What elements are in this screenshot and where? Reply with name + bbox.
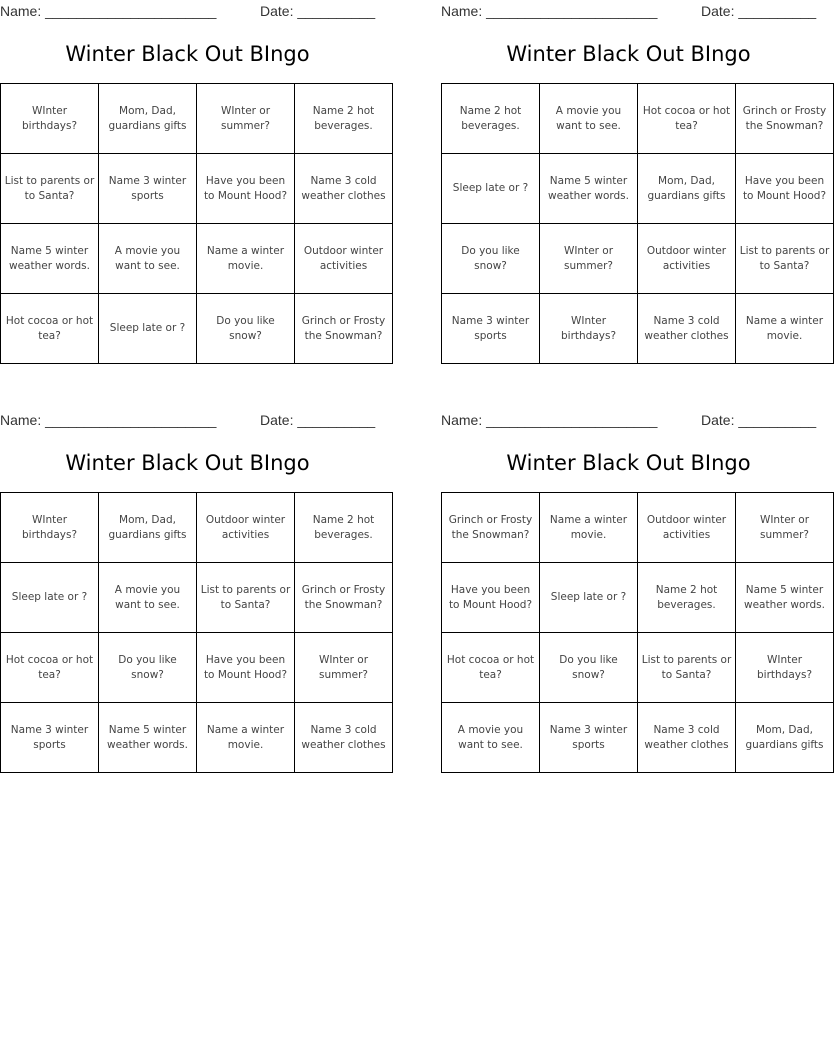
name-date-line (441, 412, 816, 430)
name-field-label: Name: ______________________ (0, 412, 217, 428)
bingo-card-3 (0, 409, 386, 774)
grid-row (442, 703, 834, 773)
bingo-cell: WInter birthdays? (1, 493, 99, 563)
name-date-line (0, 412, 375, 430)
bingo-cell: Sleep late or ? (1, 563, 99, 633)
grid-row (1, 224, 393, 294)
bingo-cell: Name 3 cold weather clothes (638, 703, 736, 773)
grid-row (1, 84, 393, 154)
grid-row (442, 493, 834, 563)
bingo-cell: Outdoor winter activities (638, 493, 736, 563)
bingo-cell: Have you been to Mount Hood? (442, 563, 540, 633)
bingo-cell: Name a winter movie. (736, 294, 834, 364)
bingo-cell: Name a winter movie. (540, 493, 638, 563)
bingo-cell: Name 5 winter weather words. (540, 154, 638, 224)
bingo-cell: Name 2 hot beverages. (442, 84, 540, 154)
bingo-cell: Hot cocoa or hot tea? (1, 633, 99, 703)
bingo-grid (441, 492, 834, 773)
grid-row (442, 154, 834, 224)
grid-row (1, 633, 393, 703)
card-title: Winter Black Out BIngo (506, 42, 751, 66)
grid-row (1, 563, 393, 633)
grid-row (442, 633, 834, 703)
bingo-cell: WInter birthdays? (736, 633, 834, 703)
bingo-grid (0, 492, 393, 773)
grid-row (442, 224, 834, 294)
bingo-cell: Name 3 winter sports (540, 703, 638, 773)
bingo-cell: Do you like snow? (442, 224, 540, 294)
bingo-cell: A movie you want to see. (442, 703, 540, 773)
bingo-cell: Do you like snow? (99, 633, 197, 703)
bingo-cell: Name 5 winter weather words. (736, 563, 834, 633)
bingo-card-1 (0, 0, 386, 365)
bingo-cell: List to parents or to Santa? (1, 154, 99, 224)
bingo-cell: List to parents or to Santa? (638, 633, 736, 703)
bingo-cell: Do you like snow? (197, 294, 295, 364)
bingo-cell: Grinch or Frosty the Snowman? (295, 563, 393, 633)
bingo-cell: WInter birthdays? (540, 294, 638, 364)
bingo-cell: Outdoor winter activities (197, 493, 295, 563)
bingo-cell: Mom, Dad, guardians gifts (638, 154, 736, 224)
bingo-cell: Name 2 hot beverages. (638, 563, 736, 633)
name-date-line (441, 3, 816, 21)
card-title: Winter Black Out BIngo (65, 451, 310, 475)
bingo-grid (0, 83, 393, 364)
bingo-cell: Mom, Dad, guardians gifts (99, 84, 197, 154)
bingo-cell: WInter or summer? (736, 493, 834, 563)
grid-row (1, 493, 393, 563)
bingo-cell: Hot cocoa or hot tea? (442, 633, 540, 703)
bingo-cell: Name 3 winter sports (1, 703, 99, 773)
bingo-cell: Do you like snow? (540, 633, 638, 703)
bingo-cell: Hot cocoa or hot tea? (1, 294, 99, 364)
bingo-cell: Sleep late or ? (540, 563, 638, 633)
bingo-cell: Have you been to Mount Hood? (736, 154, 834, 224)
bingo-cell: Hot cocoa or hot tea? (638, 84, 736, 154)
grid-row (442, 563, 834, 633)
bingo-cell: Mom, Dad, guardians gifts (736, 703, 834, 773)
date-field-label: Date: __________ (260, 412, 376, 428)
bingo-cell: Grinch or Frosty the Snowman? (442, 493, 540, 563)
grid-row (442, 294, 834, 364)
bingo-cell: A movie you want to see. (99, 563, 197, 633)
bingo-grid (441, 83, 834, 364)
bingo-cell: Have you been to Mount Hood? (197, 154, 295, 224)
bingo-cell: List to parents or to Santa? (197, 563, 295, 633)
card-title: Winter Black Out BIngo (506, 451, 751, 475)
bingo-card-2 (441, 0, 830, 365)
bingo-cell: Name a winter movie. (197, 703, 295, 773)
bingo-cell: WInter birthdays? (1, 84, 99, 154)
bingo-cell: Mom, Dad, guardians gifts (99, 493, 197, 563)
bingo-cell: Name a winter movie. (197, 224, 295, 294)
bingo-cell: WInter or summer? (197, 84, 295, 154)
name-date-line (0, 3, 375, 21)
grid-row (442, 84, 834, 154)
bingo-cell: List to parents or to Santa? (736, 224, 834, 294)
bingo-cell: Sleep late or ? (99, 294, 197, 364)
bingo-cell: WInter or summer? (295, 633, 393, 703)
bingo-cell: Outdoor winter activities (638, 224, 736, 294)
grid-row (1, 703, 393, 773)
bingo-cell: WInter or summer? (540, 224, 638, 294)
date-field-label: Date: __________ (701, 3, 817, 19)
bingo-cell: Name 2 hot beverages. (295, 493, 393, 563)
bingo-cell: Grinch or Frosty the Snowman? (736, 84, 834, 154)
bingo-cell: A movie you want to see. (540, 84, 638, 154)
date-field-label: Date: __________ (701, 412, 817, 428)
bingo-card-4 (441, 409, 825, 774)
card-title: Winter Black Out BIngo (65, 42, 310, 66)
bingo-cell: Name 3 cold weather clothes (638, 294, 736, 364)
name-field-label: Name: ______________________ (441, 3, 658, 19)
bingo-cell: Sleep late or ? (442, 154, 540, 224)
date-field-label: Date: __________ (260, 3, 376, 19)
bingo-cell: Grinch or Frosty the Snowman? (295, 294, 393, 364)
bingo-cell: Name 2 hot beverages. (295, 84, 393, 154)
bingo-cell: A movie you want to see. (99, 224, 197, 294)
name-field-label: Name: ______________________ (441, 412, 658, 428)
bingo-cell: Name 3 winter sports (442, 294, 540, 364)
bingo-cell: Name 5 winter weather words. (99, 703, 197, 773)
grid-row (1, 294, 393, 364)
name-field-label: Name: ______________________ (0, 3, 217, 19)
grid-row (1, 154, 393, 224)
bingo-cell: Have you been to Mount Hood? (197, 633, 295, 703)
bingo-cell: Name 3 cold weather clothes (295, 703, 393, 773)
bingo-cell: Name 3 winter sports (99, 154, 197, 224)
bingo-cell: Outdoor winter activities (295, 224, 393, 294)
bingo-cell: Name 5 winter weather words. (1, 224, 99, 294)
bingo-cell: Name 3 cold weather clothes (295, 154, 393, 224)
